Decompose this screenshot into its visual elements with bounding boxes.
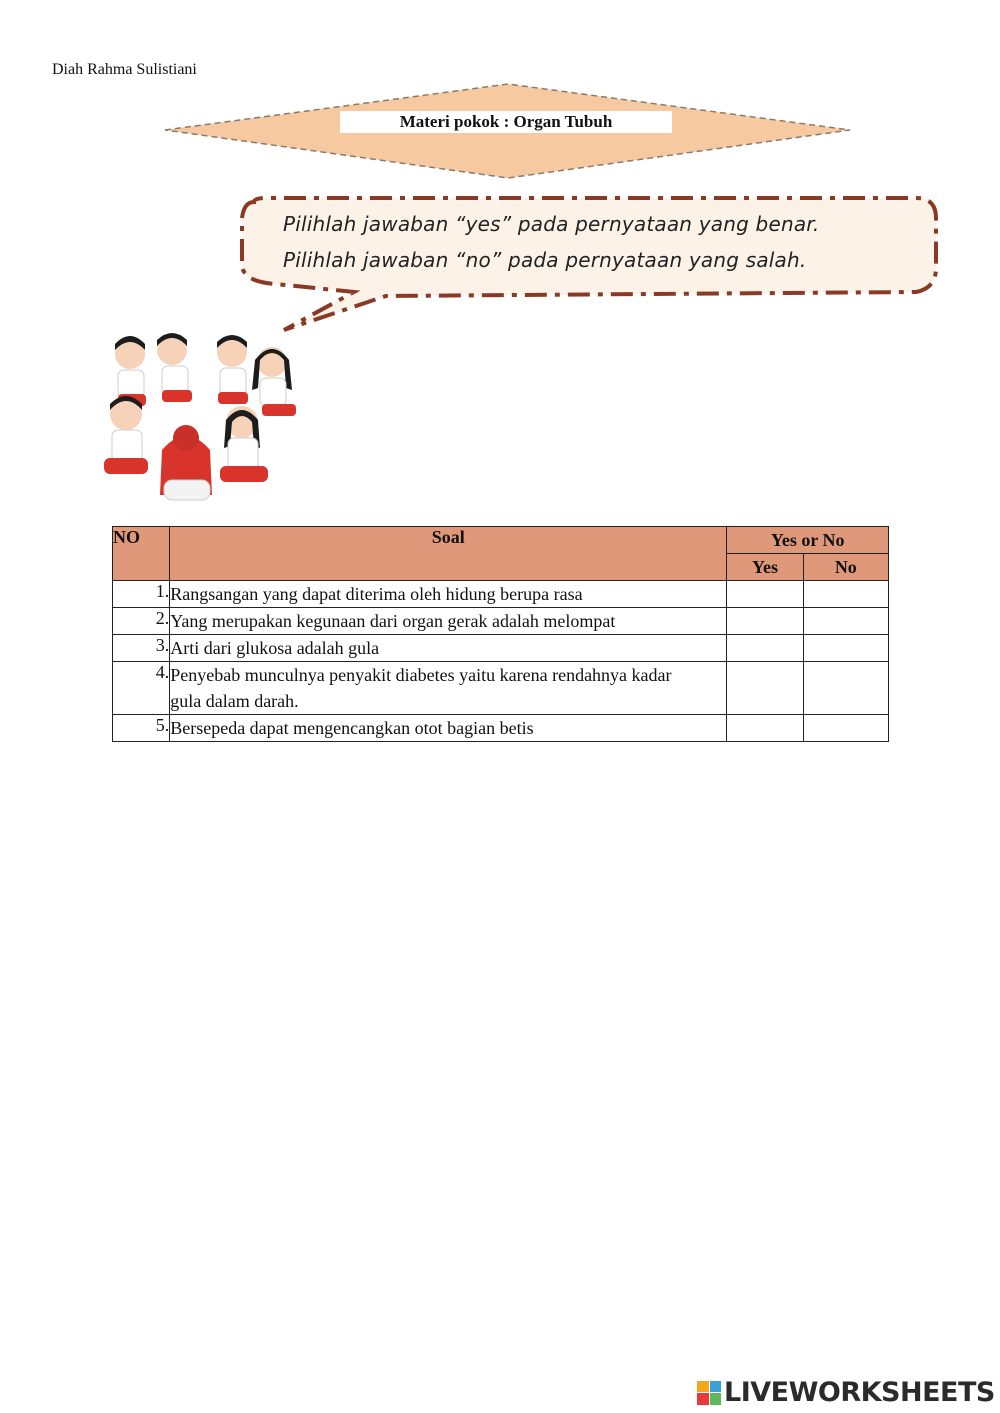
header-no-answer: No <box>803 554 888 581</box>
header-yes-or-no: Yes or No <box>727 527 889 554</box>
header-no: NO <box>113 527 170 581</box>
header-yes: Yes <box>727 554 803 581</box>
table-row <box>113 635 889 662</box>
brand-name: LIVEWORKSHEETS <box>724 1377 995 1408</box>
answer-yes-cell[interactable] <box>727 581 803 608</box>
question-text: Penyebab munculnya penyakit diabetes yaitu karena rendahnya kadar gula dalam darah. <box>170 662 727 715</box>
answer-no-cell[interactable] <box>803 608 888 635</box>
liveworksheets-logo <box>697 1377 995 1408</box>
row-number: 3. <box>113 635 170 662</box>
answer-yes-cell[interactable] <box>727 662 803 715</box>
answer-yes-cell[interactable] <box>727 608 803 635</box>
answer-no-cell[interactable] <box>803 581 888 608</box>
table-row <box>113 662 889 715</box>
question-text: Yang merupakan kegunaan dari organ gerak adalah melompat <box>170 608 727 635</box>
liveworksheets-icon <box>697 1381 721 1405</box>
children-illustration <box>100 330 305 505</box>
table-row <box>113 581 889 608</box>
row-number: 4. <box>113 662 170 715</box>
quiz-table <box>112 526 889 742</box>
instruction-yes: Pilihlah jawaban “yes” pada pernyataan yang benar. <box>283 212 820 236</box>
author-name: Diah Rahma Sulistiani <box>52 61 197 78</box>
question-text: Arti dari glukosa adalah gula <box>170 635 727 662</box>
table-row <box>113 715 889 742</box>
answer-no-cell[interactable] <box>803 662 888 715</box>
topic-title: Materi pokok : Organ Tubuh <box>340 111 672 133</box>
row-number: 5. <box>113 715 170 742</box>
answer-no-cell[interactable] <box>803 635 888 662</box>
instruction-no: Pilihlah jawaban “no” pada pernyataan yang salah. <box>283 248 807 272</box>
answer-yes-cell[interactable] <box>727 635 803 662</box>
row-number: 1. <box>113 581 170 608</box>
answer-yes-cell[interactable] <box>727 715 803 742</box>
question-text: Bersepeda dapat mengencangkan otot bagian betis <box>170 715 727 742</box>
header-soal: Soal <box>170 527 727 581</box>
answer-no-cell[interactable] <box>803 715 888 742</box>
table-row <box>113 608 889 635</box>
question-text: Rangsangan yang dapat diterima oleh hidung berupa rasa <box>170 581 727 608</box>
row-number: 2. <box>113 608 170 635</box>
